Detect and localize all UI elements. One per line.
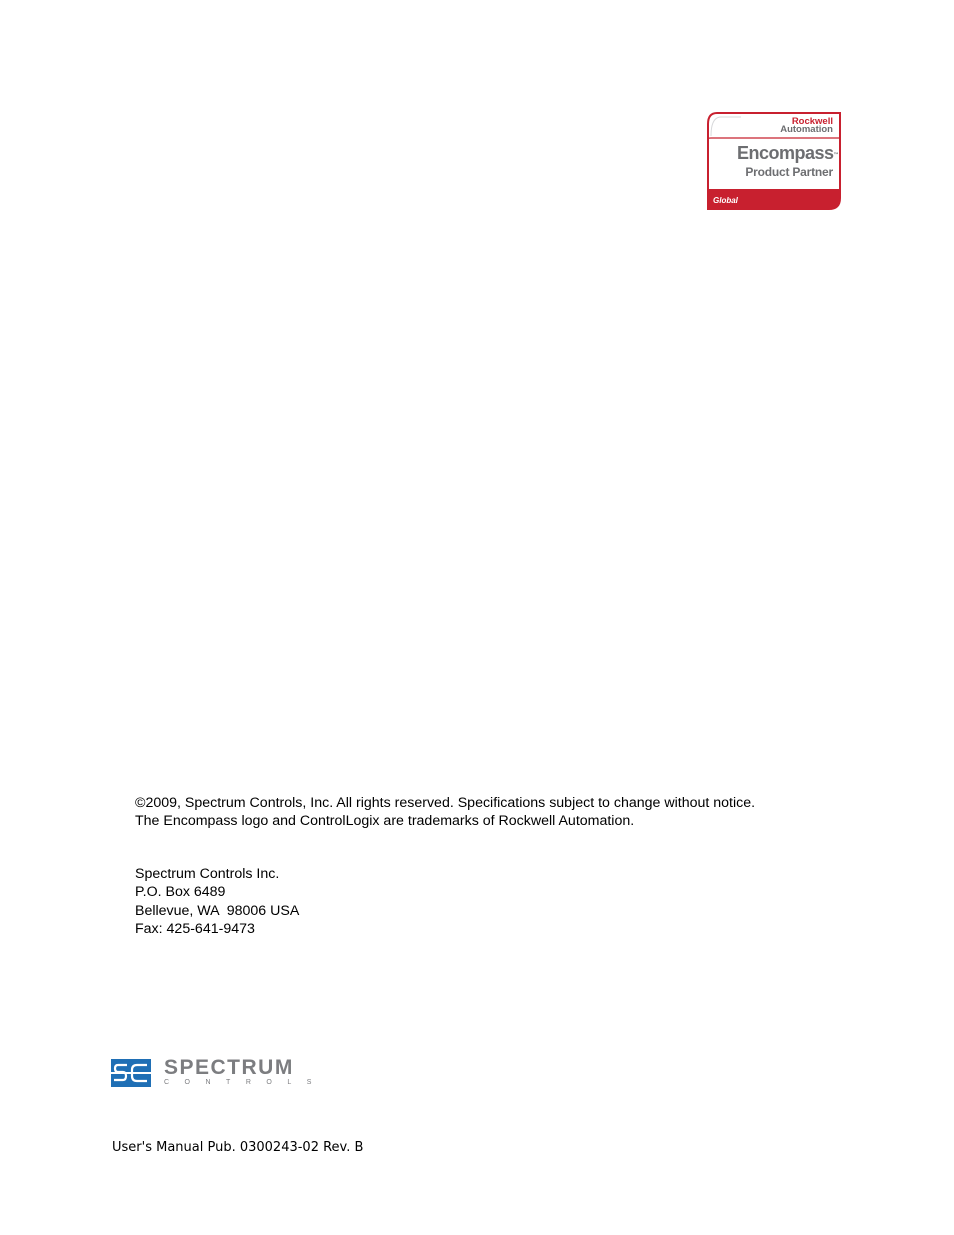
address-fax: Fax: 425-641-9473 (135, 920, 255, 937)
address-po-box: P.O. Box 6489 (135, 884, 226, 901)
spectrum-controls-logo (111, 1056, 367, 1089)
badge-automation: Automation (780, 124, 833, 135)
logo-wordmark: SPECTRUM (164, 1056, 294, 1079)
address-company: Spectrum Controls Inc. (135, 866, 280, 882)
sc-mark-icon (111, 1059, 151, 1087)
company-address (135, 865, 299, 938)
copyright-line-2: The Encompass logo and ControlLogix are trademarks of Rockwell Automation. (135, 813, 635, 830)
encompass-partner-badge (707, 112, 841, 210)
badge-encompass-word: Encompass (736, 143, 834, 163)
badge-rockwell: Rockwell (791, 116, 833, 127)
publication-number: User's Manual Pub. 0300243-02 Rev. B (112, 1140, 364, 1155)
copyright-notice (135, 794, 755, 831)
copyright-line-1: ©2009, Spectrum Controls, Inc. All rights reserved. Specifications subject to change without notice. (135, 795, 756, 811)
badge-encompass (737, 143, 838, 163)
logo-subtitle: CONTROLS (164, 1079, 327, 1086)
address-city: Bellevue, WA 98006 USA (135, 902, 300, 919)
badge-global: Global (713, 196, 738, 205)
badge-product-partner: Product Partner (745, 165, 833, 179)
badge-trademark: ™ (833, 152, 838, 158)
